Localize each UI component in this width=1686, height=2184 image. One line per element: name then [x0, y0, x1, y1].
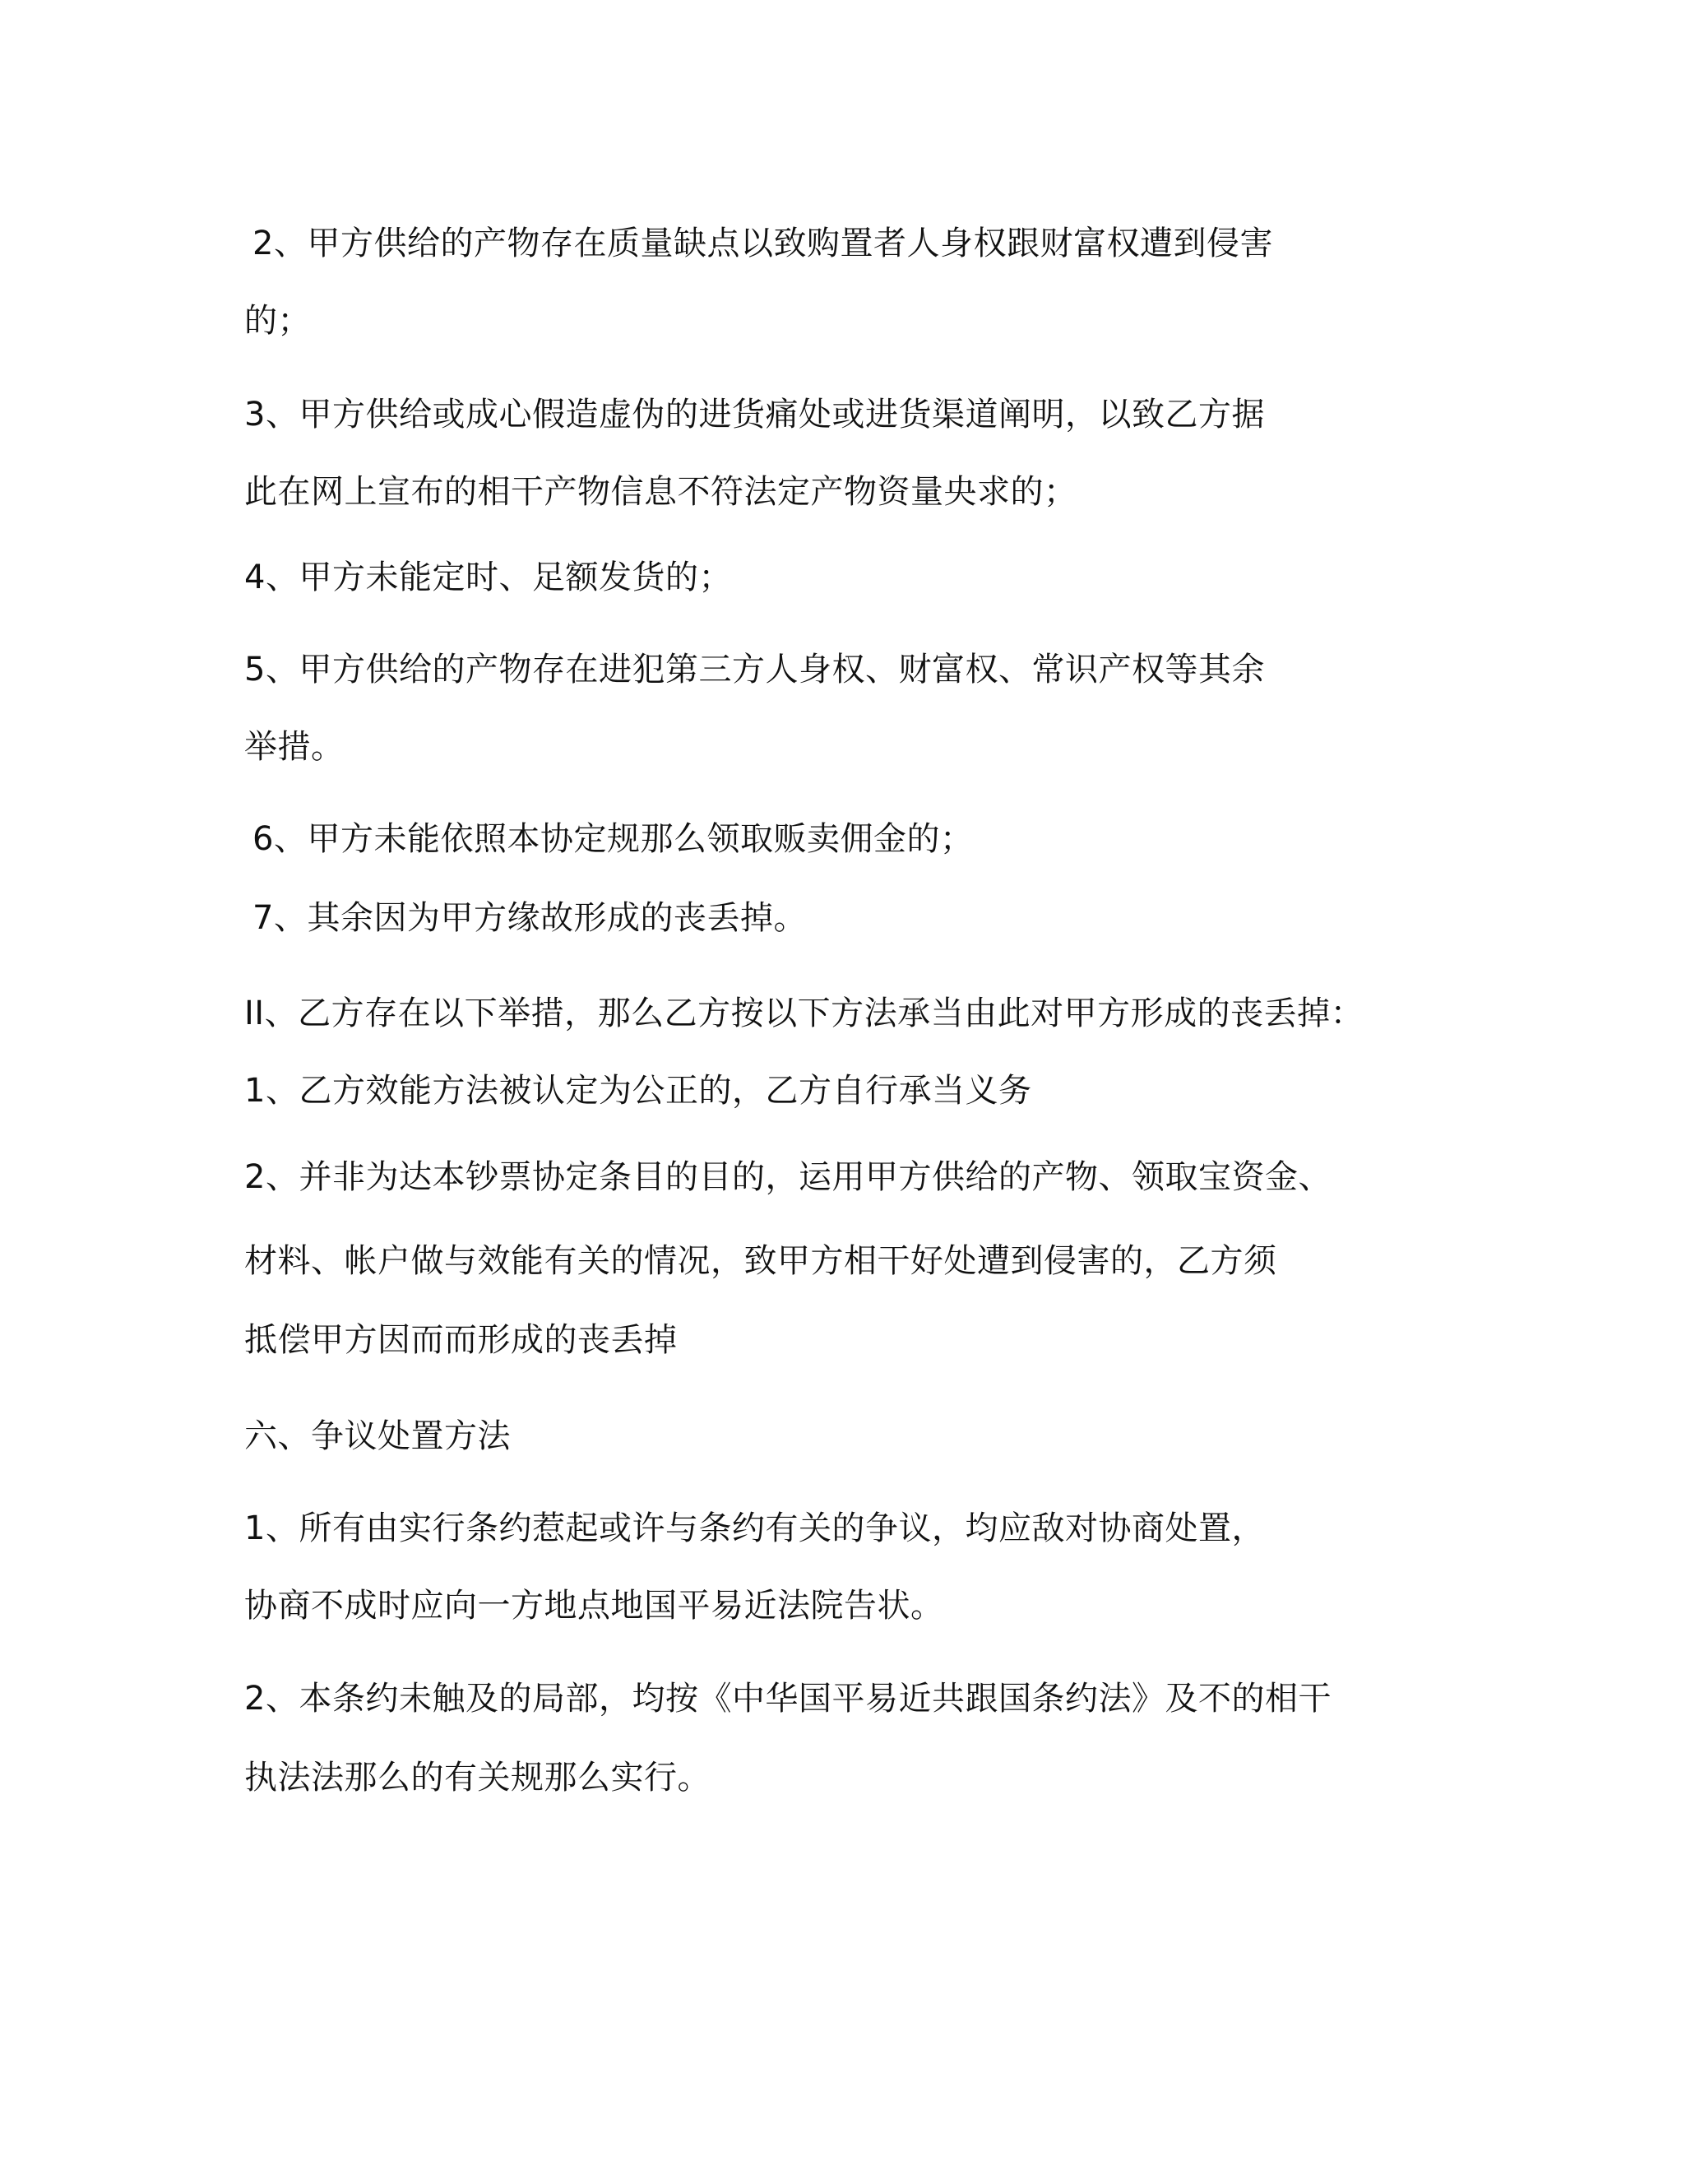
paragraph-line: 1、所有由实行条约惹起或许与条约有关的争议，均应敌对协商处置，: [244, 1509, 1265, 1547]
paragraph-line: 6、甲方未能依照本协定规那么领取贩卖佣金的；: [252, 820, 974, 858]
paragraph-line: 3、甲方供给或成心假造虚伪的进货痛处或进货渠道阐明，以致乙方据: [244, 396, 1265, 434]
paragraph-line: 2、并非为达本钞票协定条目的目的，运用甲方供给的产物、领取宝资金、: [244, 1158, 1332, 1196]
paragraph-line: 此在网上宣布的相干产物信息不符法定产物资量央求的；: [244, 473, 1077, 511]
paragraph-line: 2、甲方供给的产物存在质量缺点以致购置者人身权跟财富权遭到侵害: [252, 225, 1273, 262]
paragraph-line: 抵偿甲方因而而形成的丧丢掉: [244, 1321, 678, 1359]
paragraph-line: 4、甲方未能定时、足额发货的；: [244, 559, 732, 596]
paragraph-line: 7、其余因为甲方缘故形成的丧丢掉。: [252, 899, 807, 937]
paragraph-line: 2、本条约未触及的局部，均按《中华国平易近共跟国条约法》及不的相干: [244, 1680, 1332, 1718]
paragraph-line: 协商不成时应向一方地点地国平易近法院告状。: [244, 1587, 944, 1625]
paragraph-line: 执法法那么的有关规那么实行。: [244, 1759, 711, 1797]
paragraph-line: 5、甲方供给的产物存在进犯第三方人身权、财富权、常识产权等其余: [244, 651, 1265, 689]
paragraph-line: 材料、帐户做与效能有关的情况，致甲方相干好处遭到侵害的，乙方须: [244, 1242, 1277, 1280]
paragraph-line: II、乙方存在以下举措，那么乙方按以下方法承当由此对甲方形成的丧丢掉：: [244, 995, 1364, 1032]
paragraph-line: 举措。: [244, 728, 345, 766]
paragraph-line: 1、乙方效能方法被认定为公正的，乙方自行承当义务: [244, 1072, 1032, 1110]
section-heading: 六、争议处置方法: [244, 1417, 511, 1455]
paragraph-line: 的；: [244, 302, 311, 340]
